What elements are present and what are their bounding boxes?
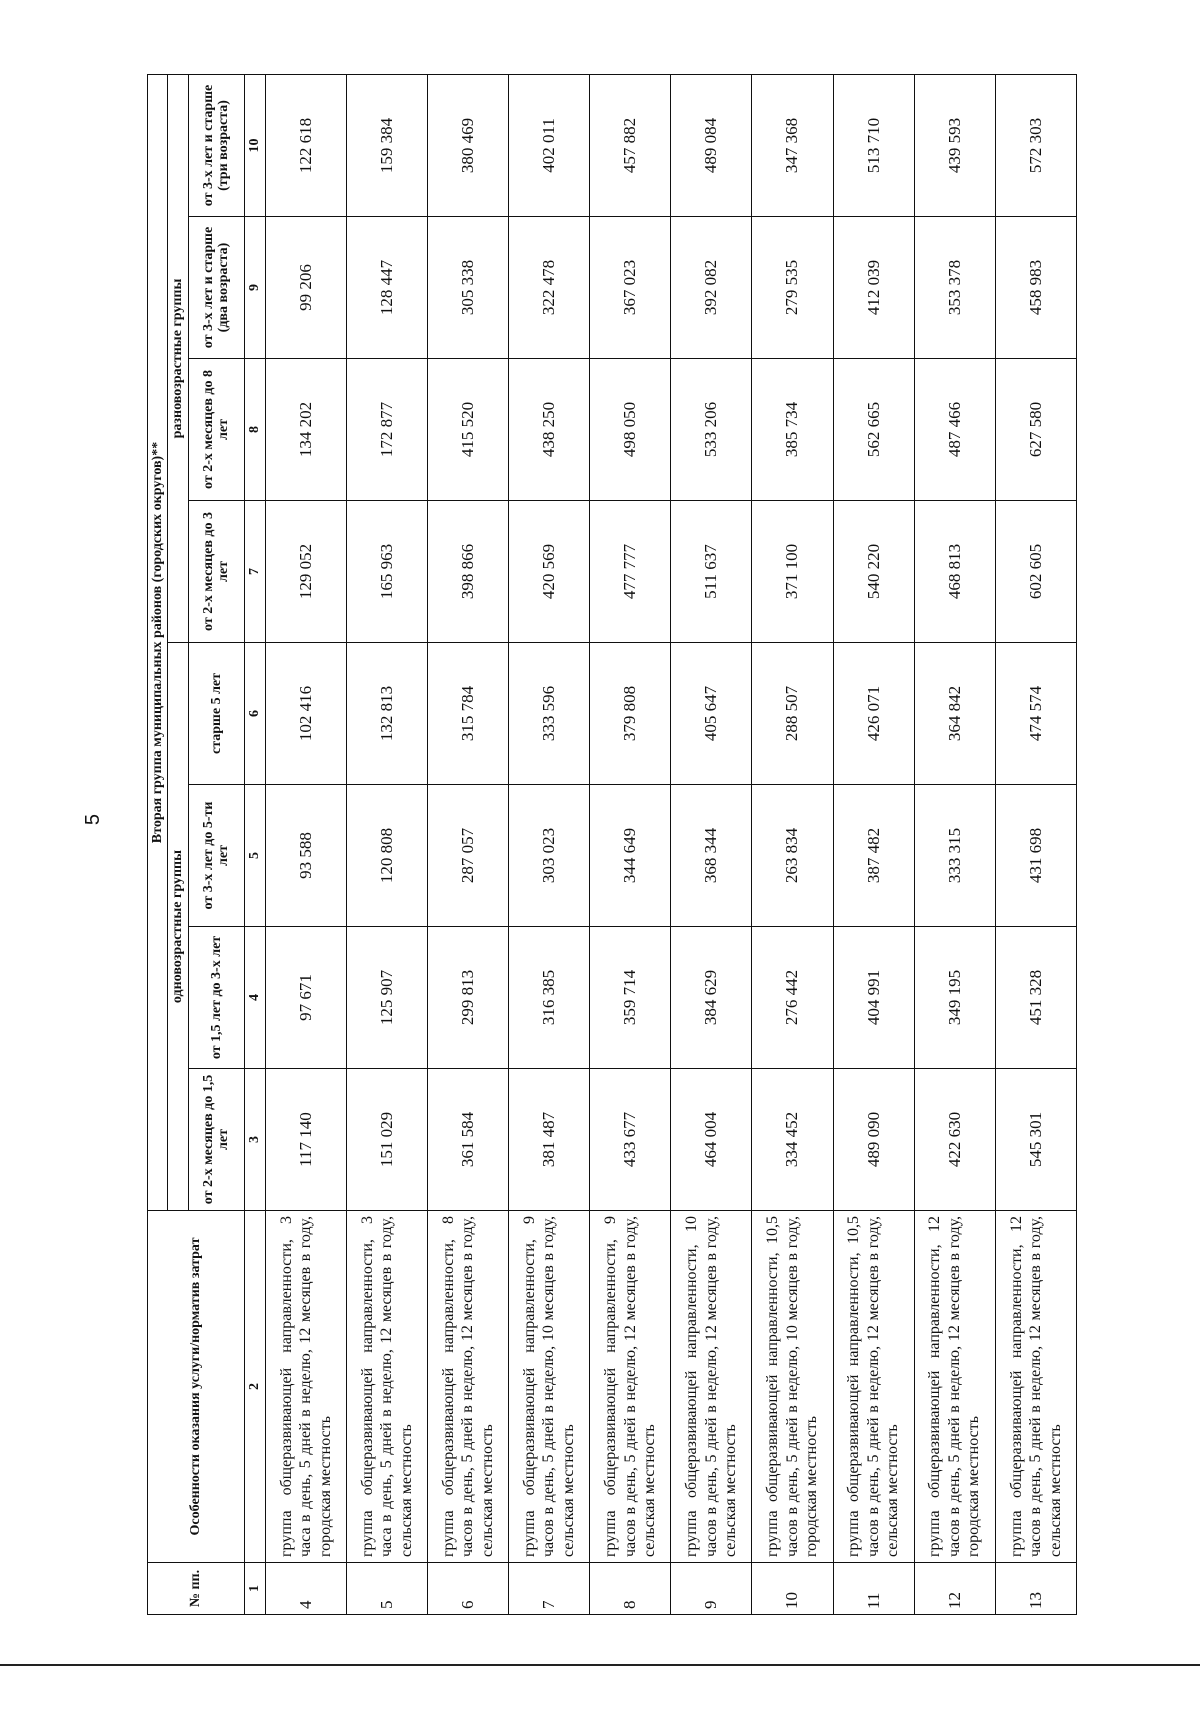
cost-value: 333 596: [509, 643, 590, 785]
cost-value: 562 665: [833, 359, 914, 501]
header-multi-age-groups: разновозрастные группы: [168, 74, 188, 642]
cost-value: 404 991: [833, 927, 914, 1069]
cost-value: 420 569: [509, 501, 590, 643]
row-description: группа общеразвивающей направленности, 10 часов в день, 5 дней в неделю, 12 месяцев в году, сельская местность: [671, 1211, 752, 1563]
table-row: [265, 74, 346, 1614]
cost-value: 165 963: [346, 501, 427, 643]
header-sub-col-10: от 3-х лет и старше (три возраста): [188, 74, 244, 216]
cost-value: 97 671: [265, 927, 346, 1069]
cost-value: 380 469: [428, 74, 509, 216]
table-row: [346, 74, 427, 1614]
cost-value: 344 649: [590, 785, 671, 927]
cost-value: 353 378: [914, 217, 995, 359]
cost-value: 303 023: [509, 785, 590, 927]
row-description: группа общеразвивающей направленности, 9 часов в день, 5 дней в неделю, 10 месяцев в году, сельская местность: [509, 1211, 590, 1563]
col-number: 4: [244, 927, 265, 1069]
cost-value: 392 082: [671, 217, 752, 359]
row-description: группа общеразвивающей направленности, 12 часов в день, 5 дней в неделю, 12 месяцев в году, сельская местность: [995, 1211, 1076, 1563]
cost-value: 287 057: [428, 785, 509, 927]
col-number: 10: [244, 74, 265, 216]
row-number: 12: [914, 1563, 995, 1615]
cost-value: 457 882: [590, 74, 671, 216]
table-row: [752, 74, 833, 1614]
cost-value: 451 328: [995, 927, 1076, 1069]
cost-value: 349 195: [914, 927, 995, 1069]
row-number: 4: [265, 1563, 346, 1615]
cost-value: 172 877: [346, 359, 427, 501]
cost-value: 533 206: [671, 359, 752, 501]
cost-value: 333 315: [914, 785, 995, 927]
cost-value: 511 637: [671, 501, 752, 643]
row-description: группа общеразвивающей направленности, 10,5 часов в день, 5 дней в неделю, 10 месяцев в году, городская местность: [752, 1211, 833, 1563]
header-sub-col-9: от 3-х лет и старше (два возраста): [188, 217, 244, 359]
col-number: 6: [244, 643, 265, 785]
cost-value: 279 535: [752, 217, 833, 359]
col-number: 1: [244, 1563, 265, 1615]
cost-value: 474 574: [995, 643, 1076, 785]
cost-value: 322 478: [509, 217, 590, 359]
cost-value: 545 301: [995, 1069, 1076, 1211]
header-group-title: Вторая группа муниципальных районов (городских округов)**: [148, 74, 168, 1210]
cost-value: 487 466: [914, 359, 995, 501]
cost-value: 464 004: [671, 1069, 752, 1211]
cost-value: 439 593: [914, 74, 995, 216]
cost-value: 385 734: [752, 359, 833, 501]
cost-value: 117 140: [265, 1069, 346, 1211]
row-number: 10: [752, 1563, 833, 1615]
row-number: 9: [671, 1563, 752, 1615]
row-number: 7: [509, 1563, 590, 1615]
cost-value: 334 452: [752, 1069, 833, 1211]
row-description: группа общеразвивающей направленности, 12 часов в день, 5 дней в неделю, 12 месяцев в году, городская местность: [914, 1211, 995, 1563]
cost-value: 364 842: [914, 643, 995, 785]
cost-value: 468 813: [914, 501, 995, 643]
cost-value: 263 834: [752, 785, 833, 927]
cost-value: 384 629: [671, 927, 752, 1069]
row-description: группа общеразвивающей направленности, 9 часов в день, 5 дней в неделю, 12 месяцев в году, сельская местность: [590, 1211, 671, 1563]
row-number: 11: [833, 1563, 914, 1615]
col-number: 3: [244, 1069, 265, 1211]
cost-value: 134 202: [265, 359, 346, 501]
row-description: группа общеразвивающей направленности, 3 часа в день, 5 дней в неделю, 12 месяцев в году, городская местность: [265, 1211, 346, 1563]
cost-value: 315 784: [428, 643, 509, 785]
cost-value: 513 710: [833, 74, 914, 216]
cost-value: 387 482: [833, 785, 914, 927]
cost-value: 159 384: [346, 74, 427, 216]
row-description: группа общеразвивающей направленности, 3 часа в день, 5 дней в неделю, 12 месяцев в году, сельская местность: [346, 1211, 427, 1563]
cost-value: 367 023: [590, 217, 671, 359]
cost-value: 359 714: [590, 927, 671, 1069]
cost-value: 438 250: [509, 359, 590, 501]
cost-value: 305 338: [428, 217, 509, 359]
cost-value: 602 605: [995, 501, 1076, 643]
col-number: 5: [244, 785, 265, 927]
cost-value: 489 084: [671, 74, 752, 216]
row-number: 5: [346, 1563, 427, 1615]
cost-value: 361 584: [428, 1069, 509, 1211]
cost-value: 347 368: [752, 74, 833, 216]
header-sub-col-6: старше 5 лет: [188, 643, 244, 785]
row-description: группа общеразвивающей направленности, 10,5 часов в день, 5 дней в неделю, 12 месяцев в году, сельская местность: [833, 1211, 914, 1563]
col-number: 8: [244, 359, 265, 501]
table-row: [833, 74, 914, 1614]
cost-value: 498 050: [590, 359, 671, 501]
cost-value: 276 442: [752, 927, 833, 1069]
table-body: [265, 74, 1076, 1614]
table-row: [995, 74, 1076, 1614]
cost-value: 288 507: [752, 643, 833, 785]
cost-value: 93 588: [265, 785, 346, 927]
cost-value: 371 100: [752, 501, 833, 643]
cost-value: 381 487: [509, 1069, 590, 1211]
cost-value: 99 206: [265, 217, 346, 359]
table-row: [914, 74, 995, 1614]
header-no: № пп.: [148, 1563, 245, 1615]
cost-value: 405 647: [671, 643, 752, 785]
cost-value: 422 630: [914, 1069, 995, 1211]
cost-value: 316 385: [509, 927, 590, 1069]
row-number: 6: [428, 1563, 509, 1615]
cost-value: 151 029: [346, 1069, 427, 1211]
cost-value: 489 090: [833, 1069, 914, 1211]
cost-value: 122 618: [265, 74, 346, 216]
table-row: [671, 74, 752, 1614]
row-number: 8: [590, 1563, 671, 1615]
table-row: [428, 74, 509, 1614]
cost-value: 412 039: [833, 217, 914, 359]
table-row: [590, 74, 671, 1614]
header-sub-col-3: от 2-х месяцев до 1,5 лет: [188, 1069, 244, 1211]
cost-value: 627 580: [995, 359, 1076, 501]
page-number: 5: [82, 813, 105, 826]
cost-value: 402 011: [509, 74, 590, 216]
cost-standards-table: [147, 74, 1077, 1615]
header-sub-col-4: от 1,5 лет до 3-х лет: [188, 927, 244, 1069]
col-number: 2: [244, 1211, 265, 1563]
rotated-table-container: [147, 75, 1077, 1615]
cost-value: 431 698: [995, 785, 1076, 927]
cost-value: 458 983: [995, 217, 1076, 359]
col-number: 9: [244, 217, 265, 359]
cost-value: 299 813: [428, 927, 509, 1069]
col-number: 7: [244, 501, 265, 643]
cost-value: 102 416: [265, 643, 346, 785]
header-sub-col-5: от 3-х лет до 5-ти лет: [188, 785, 244, 927]
header-sub-col-7: от 2-х месяцев до 3 лет: [188, 501, 244, 643]
cost-value: 368 344: [671, 785, 752, 927]
cost-value: 132 813: [346, 643, 427, 785]
cost-value: 125 907: [346, 927, 427, 1069]
scan-bottom-edge: [0, 1664, 1200, 1666]
table-row: [509, 74, 590, 1614]
header-description: Особенности оказания услуги/норматив затрат: [148, 1211, 245, 1563]
cost-value: 540 220: [833, 501, 914, 643]
row-number: 13: [995, 1563, 1076, 1615]
header-sub-col-8: от 2-х месяцев до 8 лет: [188, 359, 244, 501]
cost-value: 433 677: [590, 1069, 671, 1211]
cost-value: 379 808: [590, 643, 671, 785]
cost-value: 426 071: [833, 643, 914, 785]
cost-value: 572 303: [995, 74, 1076, 216]
cost-value: 129 052: [265, 501, 346, 643]
header-single-age-groups: одновозрастные группы: [168, 643, 188, 1211]
row-description: группа общеразвивающей направленности, 8 часов в день, 5 дней в неделю, 12 месяцев в году, сельская местность: [428, 1211, 509, 1563]
cost-value: 477 777: [590, 501, 671, 643]
cost-value: 120 808: [346, 785, 427, 927]
cost-value: 398 866: [428, 501, 509, 643]
cost-value: 128 447: [346, 217, 427, 359]
cost-value: 415 520: [428, 359, 509, 501]
